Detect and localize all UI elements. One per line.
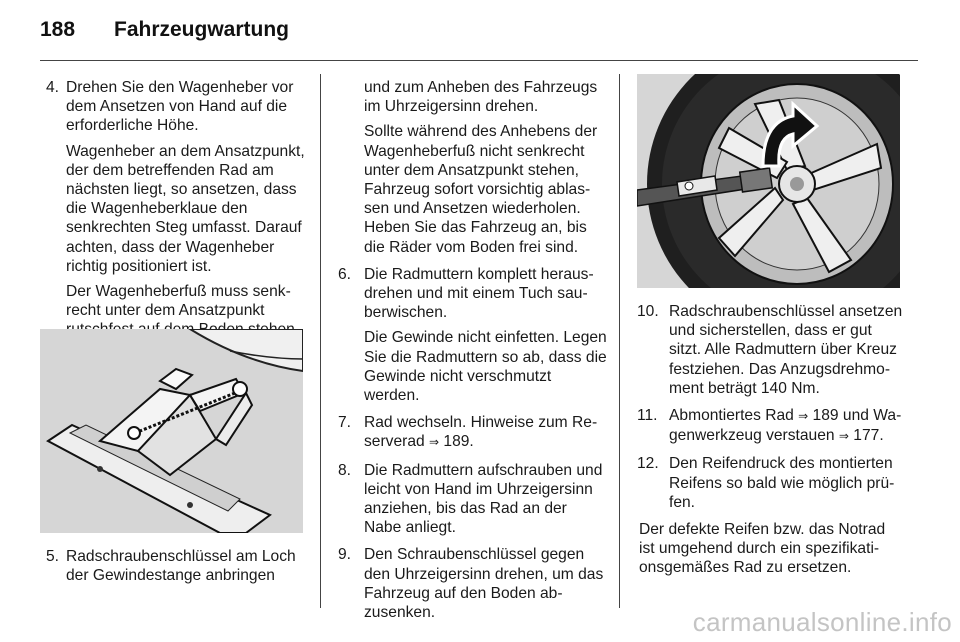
item-text-part: 189 und Wagenwerkzeug verstauen bbox=[669, 407, 902, 445]
column-1 bbox=[40, 78, 308, 340]
list-item-7 bbox=[338, 413, 608, 452]
item-paragraph: Sollte während des Anhebens der Wagenheberfuß nicht senkrecht unter dem Ansatzpunkt stehen, Fahrzeug sofort vorsichtig ablassen und Ansetzen wiederholen. Heben Sie das Fahrzeug an, bis die Räder vom Boden frei sind. bbox=[364, 123, 598, 256]
item-text: Radschraubenschlüssel am Loch der Gewindestange anbringen bbox=[66, 548, 296, 585]
column-3 bbox=[637, 302, 905, 578]
item-text: Die Radmuttern aufschrauben und leicht von Hand im Uhrzeigersinn anziehen, bis das Rad an der Nabe anliegt. bbox=[364, 461, 603, 537]
item-text-part: Abmontiertes Rad bbox=[669, 407, 799, 425]
column-divider bbox=[619, 74, 620, 608]
watermark: carmanualsonline.info bbox=[692, 607, 952, 637]
item-text-part: Rad wechseln. Hinweise zum Reserverad bbox=[364, 414, 598, 451]
column-1-bottom bbox=[40, 547, 308, 585]
wheel-wrench-image bbox=[637, 74, 900, 288]
column-divider bbox=[320, 74, 321, 608]
list-item-12 bbox=[637, 454, 905, 512]
reference-arrow-icon: ⇒ bbox=[798, 409, 809, 424]
item-text: Den Schraubenschlüssel gegen den Uhrzeigersinn drehen, um das Fahrzeug auf den Boden abzusenken. bbox=[364, 546, 604, 622]
list-item-6 bbox=[338, 265, 608, 405]
list-item-11 bbox=[637, 406, 905, 446]
item-number: 8. bbox=[338, 461, 352, 479]
item-number: 12. bbox=[637, 455, 659, 473]
item-paragraph: Wagenheber an dem Ansatzpunkt, der dem betreffenden Rad am nächsten liegt, so ansetzen, dass die Wagenheberklaue den senkrechten Steg umfasst. Darauf achten, dass der Wagenheber richtig positioniert ist. bbox=[66, 142, 305, 275]
car-jack-image bbox=[40, 329, 303, 533]
item-number: 4. bbox=[46, 79, 60, 96]
item-paragraph: Die Gewinde nicht einfetten. Legen Sie die Radmuttern so ab, dass die Gewinde nicht verschmutzt werden. bbox=[364, 329, 607, 405]
list-item-10 bbox=[637, 302, 905, 398]
item-text bbox=[364, 413, 608, 452]
page-number: 188 bbox=[40, 18, 76, 41]
page-header bbox=[40, 14, 920, 58]
jack-illustration bbox=[40, 329, 303, 533]
item-text: Den Reifendruck des montierten Reifens so bald wie möglich prüfen. bbox=[669, 455, 895, 511]
list-item-5 bbox=[40, 547, 308, 585]
page-title: Fahrzeugwartung bbox=[114, 18, 290, 41]
item-text-part: 177. bbox=[848, 427, 884, 445]
item-text: Radschraubenschlüssel ansetzen und sicherstellen, dass er gut sitzt. Alle Radmuttern über Kreuz festziehen. Das Anzugsdrehmoment beträgt 140 Nm. bbox=[669, 303, 903, 397]
header-divider bbox=[40, 60, 918, 61]
reference-arrow-icon: ⇒ bbox=[838, 429, 849, 444]
item-number: 5. bbox=[46, 548, 60, 565]
list-item-4 bbox=[40, 78, 308, 340]
item-number: 7. bbox=[338, 414, 352, 432]
note-paragraph: Der defekte Reifen bzw. das Notrad ist umgehend durch ein spezifikationsgemäßes Rad zu ersetzen. bbox=[639, 521, 886, 577]
list-item-9 bbox=[338, 545, 608, 622]
item-number: 9. bbox=[338, 546, 352, 564]
wheel-illustration bbox=[637, 74, 900, 288]
column-2 bbox=[338, 78, 608, 622]
list-item-continued bbox=[338, 78, 608, 257]
item-text bbox=[669, 406, 905, 446]
item-number: 11. bbox=[637, 407, 658, 425]
item-paragraph: und zum Anheben des Fahrzeugs im Uhrzeigersinn drehen. bbox=[364, 79, 598, 116]
item-text: Drehen Sie den Wagenheber vor dem Ansetzen von Hand auf die erforderliche Höhe. bbox=[66, 79, 294, 135]
item-text: Die Radmuttern komplett herausdrehen und mit einem Tuch sauberwischen. bbox=[364, 265, 594, 322]
item-number: 6. bbox=[338, 265, 352, 283]
item-number: 10. bbox=[637, 303, 659, 320]
item-text-part: 189. bbox=[439, 433, 474, 451]
item-paragraph: Der Wagenheberfuß muss senkrecht unter dem Ansatzpunkt bbox=[66, 283, 291, 320]
reference-arrow-icon: ⇒ bbox=[429, 435, 440, 450]
list-item-8 bbox=[338, 461, 608, 538]
